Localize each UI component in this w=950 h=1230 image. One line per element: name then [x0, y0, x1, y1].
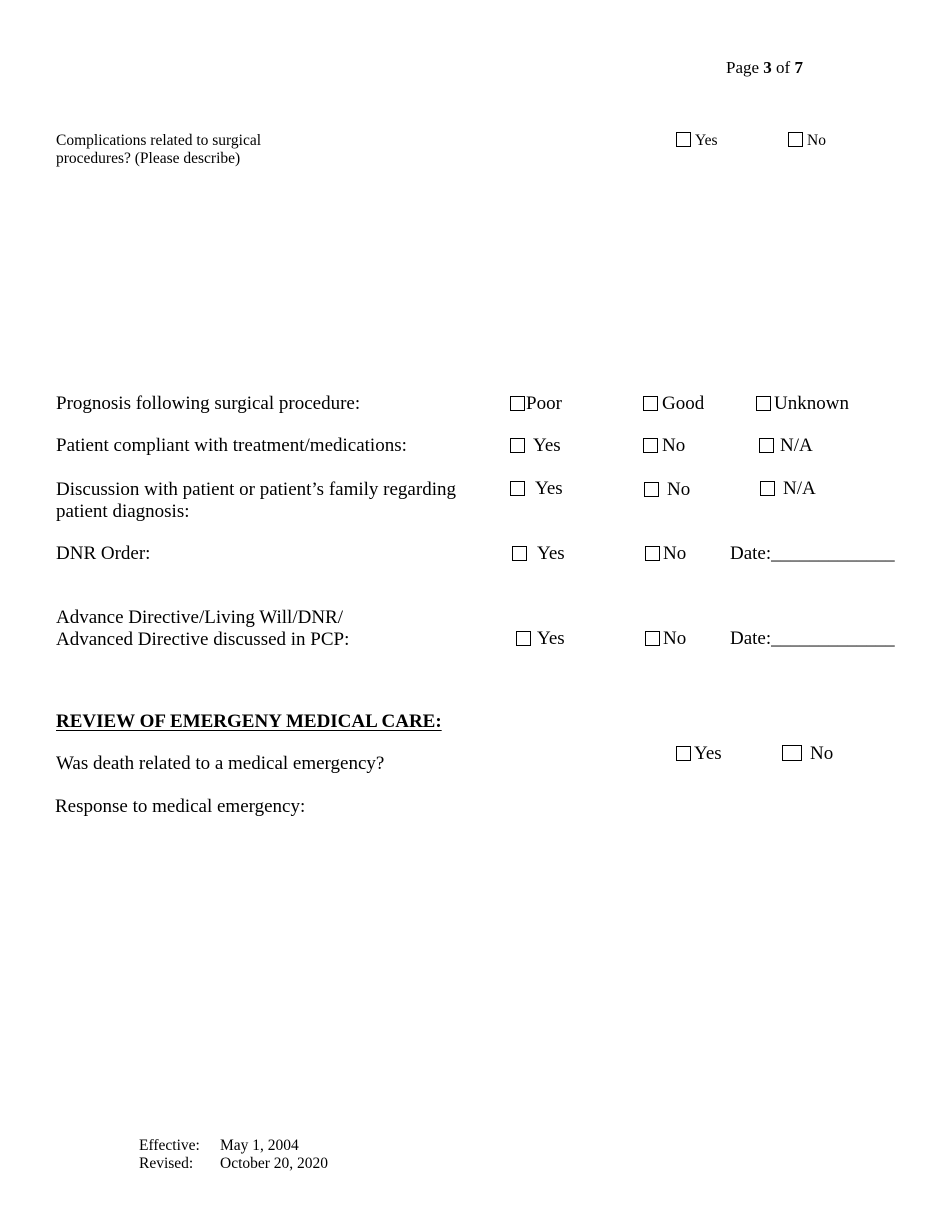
footer-effective [139, 1137, 299, 1155]
compliant-yes-checkbox[interactable] [510, 438, 525, 453]
dnr-date-field[interactable] [730, 543, 895, 565]
compliant-yes-option[interactable]: Yes [510, 435, 561, 457]
dnr-yes-checkbox[interactable] [512, 546, 527, 561]
complications-yes-option[interactable]: Yes [676, 132, 718, 150]
compliant-no-option[interactable]: No [643, 435, 685, 457]
advance-date-blank[interactable]: _____________ [771, 628, 895, 649]
emergency-question: Was death related to a medical emergency? [56, 753, 385, 774]
advance-directive-question: Advance Directive/Living Will/DNR/ Advanced Directive discussed in PCP: [56, 607, 350, 650]
compliant-label: Patient compliant with treatment/medications: [56, 435, 407, 456]
emergency-yes-option[interactable]: Yes [676, 743, 722, 765]
prognosis-unknown-option[interactable]: Unknown [756, 393, 849, 415]
compliant-na-checkbox[interactable] [759, 438, 774, 453]
advance-yes-checkbox[interactable] [516, 631, 531, 646]
emergency-no-checkbox[interactable] [782, 745, 802, 761]
complications-no-option[interactable]: No [788, 132, 826, 150]
prognosis-poor-option[interactable]: Poor [510, 393, 562, 415]
revised-label: Revised: [139, 1155, 194, 1172]
discussion-question: Discussion with patient or patient’s family regarding patient diagnosis: [56, 479, 456, 522]
prognosis-good-option[interactable]: Good [643, 393, 704, 415]
discussion-yes-checkbox[interactable] [510, 481, 525, 496]
advance-no-option[interactable]: No [645, 628, 686, 650]
advance-date-label: Date: [730, 628, 772, 649]
page-total: 7 [794, 58, 803, 77]
compliant-na-option[interactable]: N/A [759, 435, 813, 457]
complications-no-checkbox[interactable] [788, 132, 803, 147]
compliant-no-checkbox[interactable] [643, 438, 658, 453]
prognosis-label: Prognosis following surgical procedure: [56, 393, 361, 414]
emergency-yes-checkbox[interactable] [676, 746, 691, 761]
discussion-na-checkbox[interactable] [760, 481, 775, 496]
footer-revised [139, 1155, 328, 1173]
dnr-date-label: Date: [730, 543, 772, 564]
dnr-no-option[interactable]: No [645, 543, 686, 565]
dnr-label: DNR Order: [56, 543, 151, 564]
dnr-date-blank[interactable]: _____________ [771, 543, 895, 564]
dnr-yes-option[interactable]: Yes [512, 543, 565, 565]
complications-question: Complications related to surgical procedures? (Please describe) [56, 132, 262, 167]
discussion-no-option[interactable]: No [644, 479, 690, 501]
response-label: Response to medical emergency: [55, 796, 306, 817]
discussion-yes-option[interactable]: Yes [510, 478, 563, 500]
prognosis-unknown-checkbox[interactable] [756, 396, 771, 411]
page-number: Page 3 of 7 [726, 58, 803, 77]
review-heading: REVIEW OF EMERGENY MEDICAL CARE: [56, 711, 442, 732]
advance-date-field[interactable] [730, 628, 895, 650]
advance-yes-option[interactable]: Yes [516, 628, 565, 650]
emergency-no-option[interactable]: No [782, 743, 833, 765]
effective-label: Effective: [139, 1137, 200, 1154]
prognosis-poor-checkbox[interactable] [510, 396, 525, 411]
revised-date: October 20, 2020 [220, 1155, 329, 1172]
effective-date: May 1, 2004 [220, 1137, 299, 1154]
complications-yes-checkbox[interactable] [676, 132, 691, 147]
page-current: 3 [763, 58, 772, 77]
dnr-no-checkbox[interactable] [645, 546, 660, 561]
discussion-na-option[interactable]: N/A [760, 478, 816, 500]
discussion-no-checkbox[interactable] [644, 482, 659, 497]
advance-no-checkbox[interactable] [645, 631, 660, 646]
prognosis-good-checkbox[interactable] [643, 396, 658, 411]
